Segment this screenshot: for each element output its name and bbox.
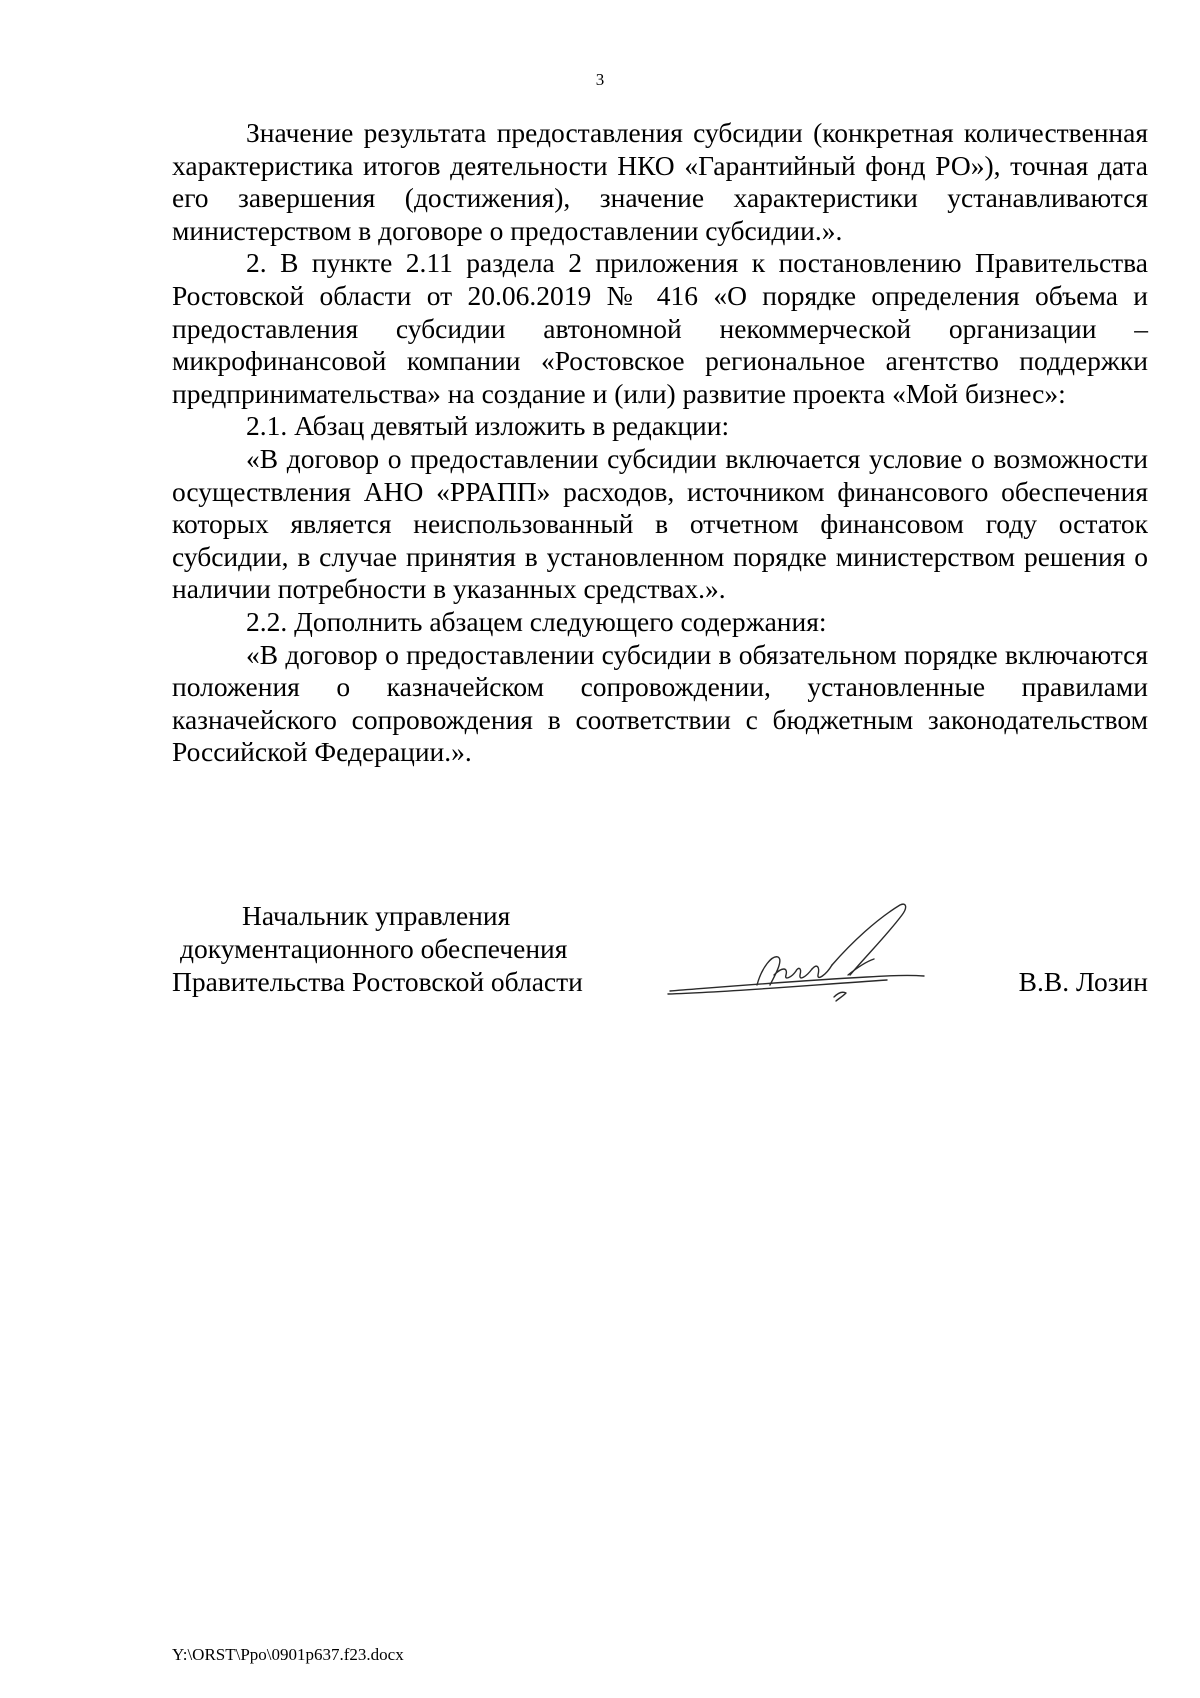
paragraph-result-value: Значение результата предоставления субсидии (конкретная количественная характеристика итогов деятельности НКО «Гарантийный фонд РО»), точная дата его завершения (достижения), значение характеристики устанавливаются министерством в договоре о предоставлении субсидии.». <box>172 117 1148 246</box>
paragraph-item-2: 2. В пункте 2.11 раздела 2 приложения к постановлению Правительства Ростовской области от 20.06.2019 № 416 «О порядке определения объема и предоставления субсидии автономной некоммерческой организации – микрофинансовой компании «Ростовское региональное агентство поддержки предпринимательства» на создание и (или) развитие проекта «Мой бизнес»: <box>172 247 1148 409</box>
document-body <box>172 117 1148 769</box>
paragraph-item-2-2: 2.2. Дополнить абзацем следующего содержания: <box>246 605 827 637</box>
signer-position-line: документационного обеспечения <box>180 933 568 964</box>
handwritten-signature <box>662 897 952 1012</box>
footer-file-path: Y:\ORST\Ppo\0901p637.f23.docx <box>172 1645 404 1664</box>
signer-position <box>172 899 632 998</box>
paragraph-quote-2-1: «В договор о предоставлении субсидии включается условие о возможности осуществления АНО «РРАПП» расходов, источником финансового обеспечения которых является неиспользованный в отчетном финансовом году остаток субсидии, в случае принятия в установленном порядке министерством решения о наличии потребности в указанных средствах.». <box>172 442 1148 605</box>
paragraph-quote-2-2: «В договор о предоставлении субсидии в обязательном порядке включаются положения о казначейском сопровождении, установленные правилами казначейского сопровождения в соответствии с бюджетным законодательством Российской Федерации.». <box>172 638 1148 768</box>
signer-position-line: Правительства Ростовской области <box>172 966 583 997</box>
signer-position-line: Начальник управления <box>242 900 511 931</box>
signature-block <box>172 899 1148 1019</box>
paragraph-item-2-1: 2.1. Абзац девятый изложить в редакции: <box>246 410 730 442</box>
page-number: 3 <box>595 70 605 89</box>
signer-name: В.В. Лозин <box>1018 966 1148 997</box>
